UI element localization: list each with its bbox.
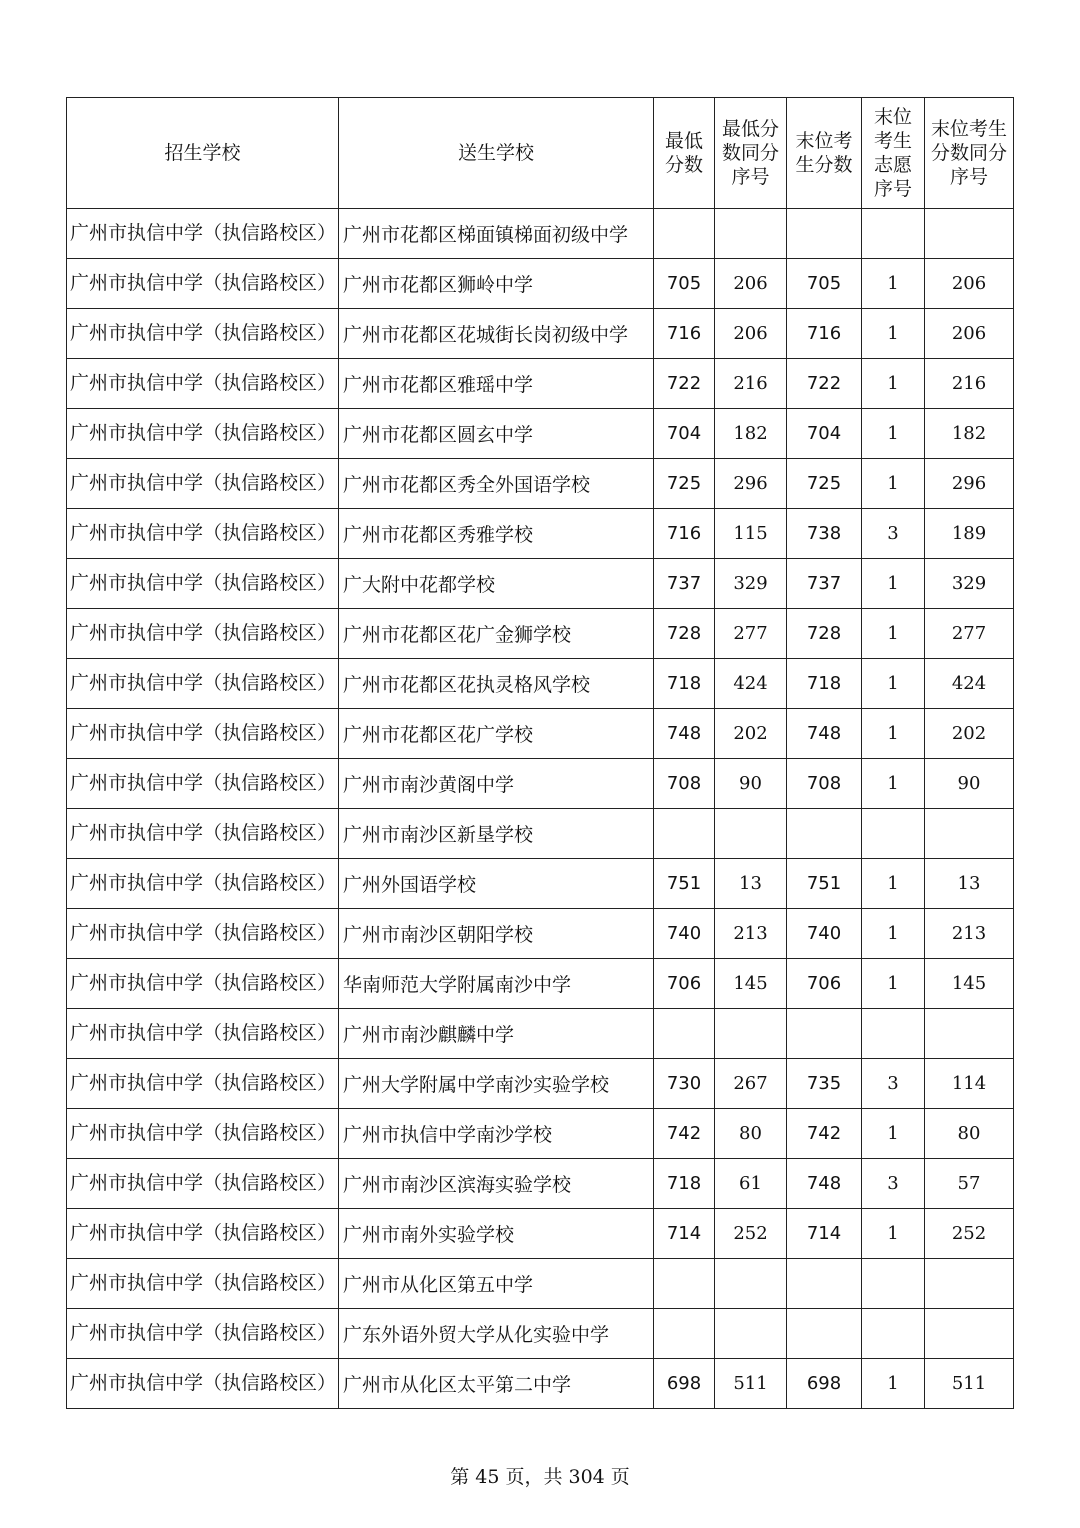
cell-last-pref (862, 1009, 925, 1059)
cell-min-score: 714 (654, 1209, 715, 1259)
cell-last-rank: 189 (925, 509, 1014, 559)
cell-min-rank: 145 (715, 959, 787, 1009)
cell-min-score (654, 1259, 715, 1309)
table-row (67, 609, 1014, 659)
cell-last-score: 704 (787, 409, 862, 459)
cell-min-rank: 206 (715, 309, 787, 359)
cell-last-rank (925, 1009, 1014, 1059)
cell-last-score: 742 (787, 1109, 862, 1159)
cell-last-score: 708 (787, 759, 862, 809)
cell-min-score: 748 (654, 709, 715, 759)
cell-last-rank (925, 209, 1014, 259)
table-row (67, 1059, 1014, 1109)
cell-min-score: 728 (654, 609, 715, 659)
cell-recv-school: 广州市执信中学（执信路校区） (67, 259, 339, 309)
cell-last-rank: 145 (925, 959, 1014, 1009)
cell-recv-school: 广州市执信中学（执信路校区） (67, 1309, 339, 1359)
cell-last-score: 735 (787, 1059, 862, 1109)
cell-last-score: 706 (787, 959, 862, 1009)
table-row (67, 409, 1014, 459)
cell-min-rank: 213 (715, 909, 787, 959)
cell-last-score (787, 1009, 862, 1059)
cell-last-pref: 1 (862, 309, 925, 359)
cell-last-rank (925, 1309, 1014, 1359)
cell-min-score: 716 (654, 509, 715, 559)
cell-min-rank (715, 1009, 787, 1059)
cell-last-pref: 3 (862, 1159, 925, 1209)
cell-recv-school: 广州市执信中学（执信路校区） (67, 909, 339, 959)
cell-send-school: 广东外语外贸大学从化实验中学 (339, 1309, 654, 1359)
cell-send-school: 广州市花都区花广金狮学校 (339, 609, 654, 659)
cell-last-score (787, 1309, 862, 1359)
table-row (67, 909, 1014, 959)
cell-last-score: 714 (787, 1209, 862, 1259)
cell-send-school: 广州市花都区梯面镇梯面初级中学 (339, 209, 654, 259)
cell-last-rank: 277 (925, 609, 1014, 659)
cell-last-pref (862, 1309, 925, 1359)
table-row (67, 1109, 1014, 1159)
cell-min-score: 742 (654, 1109, 715, 1159)
cell-last-rank: 114 (925, 1059, 1014, 1109)
cell-min-rank: 61 (715, 1159, 787, 1209)
cell-min-rank: 296 (715, 459, 787, 509)
cell-send-school: 广州市花都区圆玄中学 (339, 409, 654, 459)
cell-last-rank: 206 (925, 259, 1014, 309)
cell-last-pref (862, 809, 925, 859)
header-send-school: 送生学校 (339, 98, 654, 209)
cell-last-rank: 213 (925, 909, 1014, 959)
cell-last-pref (862, 209, 925, 259)
cell-last-pref: 1 (862, 959, 925, 1009)
cell-min-score: 704 (654, 409, 715, 459)
cell-recv-school: 广州市执信中学（执信路校区） (67, 1159, 339, 1209)
cell-recv-school: 广州市执信中学（执信路校区） (67, 709, 339, 759)
cell-min-score: 725 (654, 459, 715, 509)
cell-last-rank: 13 (925, 859, 1014, 909)
table-row (67, 809, 1014, 859)
cell-recv-school: 广州市执信中学（执信路校区） (67, 1009, 339, 1059)
cell-send-school: 广州市南沙区朝阳学校 (339, 909, 654, 959)
cell-min-score (654, 809, 715, 859)
table-row (67, 1259, 1014, 1309)
table-row (67, 1359, 1014, 1409)
cell-min-score (654, 1309, 715, 1359)
cell-recv-school: 广州市执信中学（执信路校区） (67, 1109, 339, 1159)
header-row (67, 98, 1014, 209)
cell-min-score: 708 (654, 759, 715, 809)
cell-send-school: 广州市花都区雅瑶中学 (339, 359, 654, 409)
cell-recv-school: 广州市执信中学（执信路校区） (67, 859, 339, 909)
header-min-rank: 最低分数同分序号 (715, 98, 787, 209)
cell-min-score: 751 (654, 859, 715, 909)
cell-last-pref: 1 (862, 1109, 925, 1159)
cell-recv-school: 广州市执信中学（执信路校区） (67, 759, 339, 809)
cell-min-rank: 267 (715, 1059, 787, 1109)
cell-min-rank: 424 (715, 659, 787, 709)
cell-last-pref: 1 (862, 859, 925, 909)
table-row (67, 259, 1014, 309)
header-last-pref: 末位考生志愿序号 (862, 98, 925, 209)
cell-last-pref: 1 (862, 759, 925, 809)
cell-last-pref: 1 (862, 709, 925, 759)
table-row (67, 509, 1014, 559)
cell-last-pref: 3 (862, 509, 925, 559)
cell-send-school: 广州外国语学校 (339, 859, 654, 909)
cell-last-rank (925, 809, 1014, 859)
cell-min-rank (715, 809, 787, 859)
cell-send-school: 广州市花都区狮岭中学 (339, 259, 654, 309)
cell-min-rank: 182 (715, 409, 787, 459)
cell-last-score (787, 209, 862, 259)
cell-recv-school: 广州市执信中学（执信路校区） (67, 1059, 339, 1109)
cell-min-rank: 216 (715, 359, 787, 409)
page-number: 第 45 页，共 304 页 (450, 1466, 630, 1488)
cell-min-rank: 511 (715, 1359, 787, 1409)
cell-last-rank (925, 1259, 1014, 1309)
cell-last-rank: 329 (925, 559, 1014, 609)
cell-min-rank: 277 (715, 609, 787, 659)
cell-last-score: 738 (787, 509, 862, 559)
table-row (67, 759, 1014, 809)
cell-send-school: 广州市花都区花执灵格风学校 (339, 659, 654, 709)
cell-recv-school: 广州市执信中学（执信路校区） (67, 609, 339, 659)
cell-send-school: 广州市从化区太平第二中学 (339, 1359, 654, 1409)
cell-min-score: 705 (654, 259, 715, 309)
cell-last-pref: 3 (862, 1059, 925, 1109)
table-row (67, 209, 1014, 259)
cell-min-score: 730 (654, 1059, 715, 1109)
cell-send-school: 广州市花都区秀雅学校 (339, 509, 654, 559)
cell-last-pref: 1 (862, 459, 925, 509)
table-row (67, 959, 1014, 1009)
cell-send-school: 广大附中花都学校 (339, 559, 654, 609)
cell-last-score: 748 (787, 709, 862, 759)
cell-send-school: 广州市南外实验学校 (339, 1209, 654, 1259)
cell-send-school: 广州市花都区花城街长岗初级中学 (339, 309, 654, 359)
cell-recv-school: 广州市执信中学（执信路校区） (67, 1209, 339, 1259)
cell-last-rank: 252 (925, 1209, 1014, 1259)
table-row (67, 359, 1014, 409)
header-last-score: 末位考生分数 (787, 98, 862, 209)
admissions-table (66, 97, 1014, 1409)
cell-send-school: 广州市南沙区滨海实验学校 (339, 1159, 654, 1209)
cell-min-score: 706 (654, 959, 715, 1009)
cell-recv-school: 广州市执信中学（执信路校区） (67, 959, 339, 1009)
cell-last-score: 737 (787, 559, 862, 609)
cell-last-pref: 1 (862, 409, 925, 459)
header-last-rank: 末位考生分数同分序号 (925, 98, 1014, 209)
cell-last-score: 725 (787, 459, 862, 509)
cell-last-score: 718 (787, 659, 862, 709)
cell-last-pref (862, 1259, 925, 1309)
cell-send-school: 广州市南沙黄阁中学 (339, 759, 654, 809)
table-header (67, 98, 1014, 209)
cell-send-school: 华南师范大学附属南沙中学 (339, 959, 654, 1009)
cell-last-pref: 1 (862, 609, 925, 659)
table-row (67, 1009, 1014, 1059)
cell-last-score: 748 (787, 1159, 862, 1209)
cell-min-score: 718 (654, 659, 715, 709)
cell-last-pref: 1 (862, 659, 925, 709)
cell-min-rank (715, 1309, 787, 1359)
table-row (67, 459, 1014, 509)
cell-recv-school: 广州市执信中学（执信路校区） (67, 309, 339, 359)
cell-last-rank: 80 (925, 1109, 1014, 1159)
cell-min-score: 722 (654, 359, 715, 409)
cell-last-score: 698 (787, 1359, 862, 1409)
cell-recv-school: 广州市执信中学（执信路校区） (67, 509, 339, 559)
header-recv-school: 招生学校 (67, 98, 339, 209)
cell-send-school: 广州市南沙区新垦学校 (339, 809, 654, 859)
cell-recv-school: 广州市执信中学（执信路校区） (67, 209, 339, 259)
cell-recv-school: 广州市执信中学（执信路校区） (67, 809, 339, 859)
cell-recv-school: 广州市执信中学（执信路校区） (67, 1359, 339, 1409)
cell-recv-school: 广州市执信中学（执信路校区） (67, 359, 339, 409)
header-min-score: 最低分数 (654, 98, 715, 209)
cell-last-rank: 511 (925, 1359, 1014, 1409)
cell-min-rank (715, 1259, 787, 1309)
cell-last-score: 728 (787, 609, 862, 659)
table-row (67, 709, 1014, 759)
cell-min-rank: 13 (715, 859, 787, 909)
cell-min-score: 740 (654, 909, 715, 959)
table-row (67, 1209, 1014, 1259)
table-row (67, 559, 1014, 609)
cell-min-rank: 90 (715, 759, 787, 809)
cell-last-rank: 57 (925, 1159, 1014, 1209)
cell-recv-school: 广州市执信中学（执信路校区） (67, 559, 339, 609)
cell-last-rank: 202 (925, 709, 1014, 759)
cell-min-rank: 206 (715, 259, 787, 309)
cell-last-pref: 1 (862, 909, 925, 959)
cell-send-school: 广州市花都区秀全外国语学校 (339, 459, 654, 509)
cell-send-school: 广州大学附属中学南沙实验学校 (339, 1059, 654, 1109)
cell-min-score: 718 (654, 1159, 715, 1209)
cell-send-school: 广州市南沙麒麟中学 (339, 1009, 654, 1059)
cell-recv-school: 广州市执信中学（执信路校区） (67, 1259, 339, 1309)
cell-last-score: 722 (787, 359, 862, 409)
cell-min-rank: 115 (715, 509, 787, 559)
cell-last-rank: 296 (925, 459, 1014, 509)
cell-last-rank: 206 (925, 309, 1014, 359)
cell-min-score (654, 1009, 715, 1059)
cell-min-rank: 202 (715, 709, 787, 759)
table-row (67, 1309, 1014, 1359)
cell-min-rank: 252 (715, 1209, 787, 1259)
cell-last-score: 740 (787, 909, 862, 959)
cell-last-pref: 1 (862, 559, 925, 609)
table-body (67, 209, 1014, 1409)
cell-min-score: 698 (654, 1359, 715, 1409)
cell-min-rank: 329 (715, 559, 787, 609)
cell-send-school: 广州市从化区第五中学 (339, 1259, 654, 1309)
cell-send-school: 广州市执信中学南沙学校 (339, 1109, 654, 1159)
cell-last-rank: 182 (925, 409, 1014, 459)
cell-last-score: 705 (787, 259, 862, 309)
cell-last-score: 716 (787, 309, 862, 359)
cell-last-rank: 90 (925, 759, 1014, 809)
cell-last-pref: 1 (862, 259, 925, 309)
cell-last-rank: 424 (925, 659, 1014, 709)
cell-min-score: 737 (654, 559, 715, 609)
table-row (67, 659, 1014, 709)
table-row (67, 309, 1014, 359)
cell-last-score (787, 809, 862, 859)
cell-send-school: 广州市花都区花广学校 (339, 709, 654, 759)
cell-recv-school: 广州市执信中学（执信路校区） (67, 459, 339, 509)
cell-min-score: 716 (654, 309, 715, 359)
table-row (67, 859, 1014, 909)
cell-last-pref: 1 (862, 1359, 925, 1409)
table-row (67, 1159, 1014, 1209)
cell-last-score (787, 1259, 862, 1309)
cell-last-score: 751 (787, 859, 862, 909)
cell-last-pref: 1 (862, 1209, 925, 1259)
cell-recv-school: 广州市执信中学（执信路校区） (67, 409, 339, 459)
cell-min-score (654, 209, 715, 259)
cell-min-rank (715, 209, 787, 259)
cell-recv-school: 广州市执信中学（执信路校区） (67, 659, 339, 709)
cell-min-rank: 80 (715, 1109, 787, 1159)
cell-last-pref: 1 (862, 359, 925, 409)
cell-last-rank: 216 (925, 359, 1014, 409)
